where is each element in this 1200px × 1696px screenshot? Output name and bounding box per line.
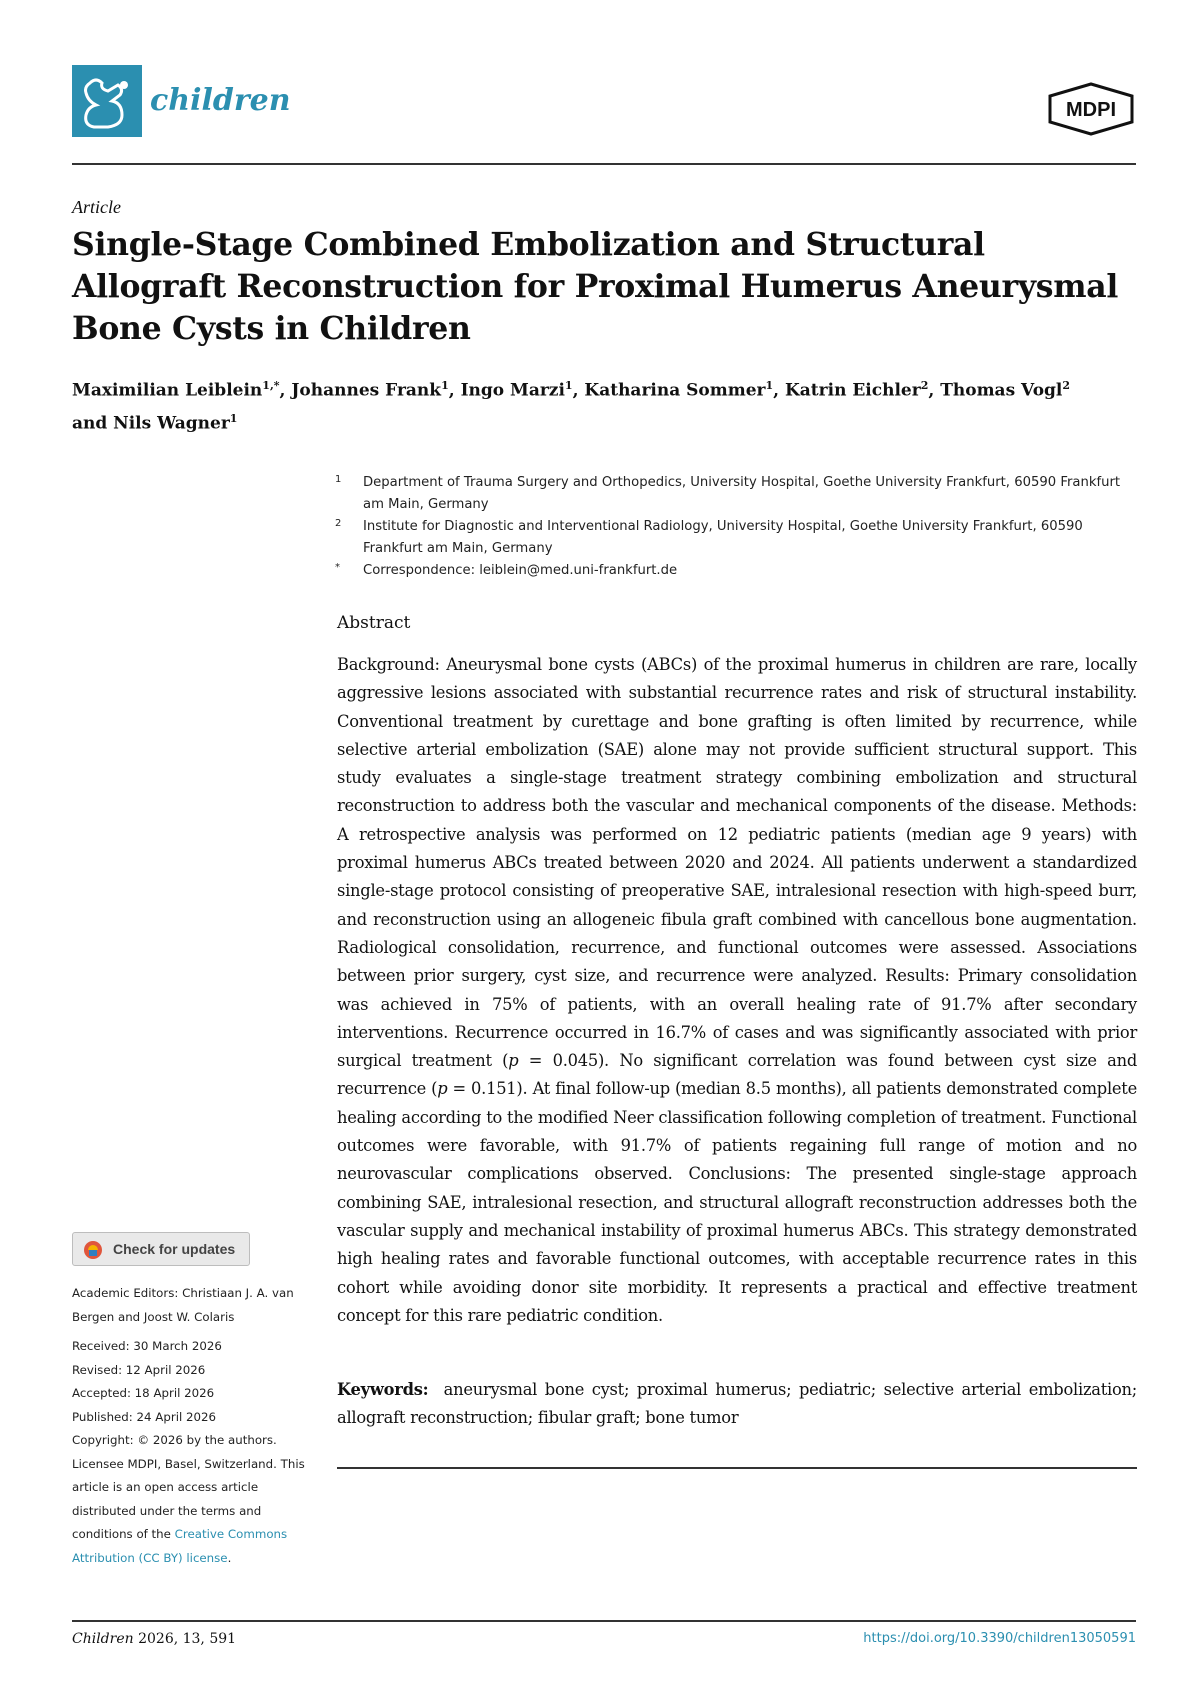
affiliation-item [333,560,1133,582]
citation: Children 2026, 13, 591 [72,1631,237,1647]
article-title: Single-Stage Combined Embolization and Structural Allograft Reconstruction for Proximal Humerus Aneurysmal Bone Cysts in Children [72,226,1119,347]
affiliation-mark: 1 [335,474,342,485]
author-name: and Nils Wagner [72,413,230,434]
author-separator: , [448,380,461,401]
keywords-label: Keywords: [337,1380,429,1399]
author-name: Ingo Marzi [460,380,565,401]
check-for-updates-button[interactable] [72,1232,250,1266]
affiliations [333,472,1133,582]
keywords [337,1376,1137,1433]
doi-link[interactable]: https://doi.org/10.3390/children13050591 [863,1631,1136,1646]
mdpi-logo [1046,82,1136,136]
keywords-list: aneurysmal bone cyst; proximal humerus; pediatric; selective arterial embolization; allograft reconstruction; fibular graft; bone tumor [337,1380,1138,1428]
article-type: Article [72,197,121,217]
children-journal-logo-icon [72,65,142,137]
author-name: Katrin Eichler [785,380,921,401]
author-separator: , [279,380,292,401]
author-name: Maximilian Leiblein [72,380,263,401]
license-link[interactable]: Creative Commons Attribution (CC BY) license [72,1527,288,1565]
article-info-sidebar [72,1282,317,1570]
academic-editors: Academic Editors: Christiaan J. A. van Bergen and Joost W. Colaris [72,1286,294,1324]
footer-rule [72,1620,1136,1622]
mdpi-logo-icon [1046,82,1136,136]
author-affiliation-mark: 1 [229,411,238,425]
author-separator: , [572,380,585,401]
received-date: Received: 30 March 2026 [72,1339,222,1353]
affiliation-mark: 2 [335,518,342,529]
affiliation-item [333,472,1133,516]
keywords-rule [337,1467,1137,1469]
author-affiliation-mark: 2 [920,379,929,392]
author-separator: , [773,380,786,401]
abstract-text: Background: Aneurysmal bone cysts (ABCs) of the proximal humerus in children are rare, locally aggressive lesions associated with substantial recurrence rates and risk of structural instability. Conventional treatment by curettage and bone grafting is often limited by recurrence, while selective arterial embolization (SAE) alone may not provide sufficient structural support. This study evaluates a single-stage treatment strategy combining embolization and structural reconstruction to address both the vascular and mechanical components of the disease. Methods: A retrospective analysis was performed on 12 pediatric patients (median age 9 years) with proximal humerus ABCs treated between 2020 and 2024. All patients underwent a standardized single-stage protocol consisting of preoperative SAE, intralesional resection with high-speed burr, and reconstruction using an allogeneic fibula graft combined with cancellous bone augmentation. Radiological consolidation, recurrence, and functional outcomes were assessed. Associations between prior surgery, cyst size, and recurrence were analyzed. Results: Primary consolidation was achieved in 75% of patients, with an overall healing rate of 91.7% after secondary interventions. Recurrence occurred in 16.7% of cases and was significantly associated with prior surgical treatment (p = 0.045). No significant correlation was found between cyst size and recurrence (p = 0.151). At final follow-up (median 8.5 months), all patients demonstrated complete healing according to the modified Neer classification following completion of treatment. Functional outcomes were favorable, with 91.7% of patients regaining full range of motion and no neurovascular complications observed. Conclusions: The presented single-stage approach combining SAE, intralesional resection, and structural allograft reconstruction addresses both the vascular supply and mechanical instability of proximal humerus ABCs. This strategy demonstrated high healing rates and favorable functional outcomes, with acceptable recurrence rates in this cohort while avoiding donor site morbidity. It represents a practical and effective treatment concept for this rare pediatric condition. [337,655,1137,1325]
author-separator: , [928,380,941,401]
check-updates-icon [83,1240,103,1260]
author-affiliation-mark: 1 [441,379,449,392]
affiliation-text: Institute for Diagnostic and Interventional Radiology, University Hospital, Goethe University Frankfurt, 60590 Frankfurt am Main, Germany [363,519,1083,556]
check-updates-label: Check for updates [113,1241,236,1257]
journal-logo [72,65,142,137]
journal-name: children [150,83,291,118]
affiliation-text: Department of Trauma Surgery and Orthopedics, University Hospital, Goethe University Frankfurt, 60590 Frankfurt am Main, Germany [363,475,1121,512]
author-affiliation-mark: 1 [765,379,774,392]
author-affiliation-mark: 1,* [262,379,280,392]
author-name: Johannes Frank [291,380,442,401]
header-rule [72,163,1136,165]
author-name: Thomas Vogl [940,380,1063,401]
author-affiliation-mark: 1 [564,379,573,392]
author-name: Katharina Sommer [584,380,766,401]
affiliation-mark: * [335,562,340,573]
author-affiliation-mark: 2 [1062,379,1071,392]
published-date: Published: 24 April 2026 [72,1409,217,1424]
revised-date: Revised: 12 April 2026 [72,1362,206,1377]
abstract-heading: Abstract [337,613,411,633]
accepted-date: Accepted: 18 April 2026 [72,1386,215,1400]
publisher-name: MDPI [1066,99,1116,121]
copyright-notice: Copyright: © 2026 by the authors. Licensee MDPI, Basel, Switzerland. This article is an open access article distributed under the terms and conditions of the Creative Commons Attribution (CC BY) license. [72,1433,305,1565]
affiliation-text: Correspondence: leiblein@med.uni-frankfurt.de [363,563,678,578]
affiliation-item [333,516,1133,560]
author-list [72,372,1152,437]
